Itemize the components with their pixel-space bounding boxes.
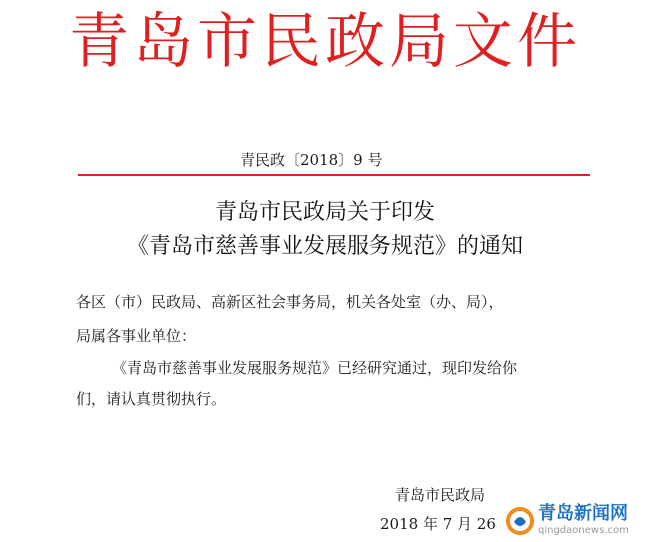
- document-number: 青民政〔2018〕9 号: [240, 151, 383, 169]
- watermark-url: qingdaonews.com: [538, 525, 629, 536]
- red-divider-line: [78, 174, 590, 176]
- watermark-name: 青岛新闻网: [538, 503, 628, 524]
- signature-date: 2018 年 7 月 26: [380, 515, 496, 533]
- body-line: 《青岛市慈善事业发展服务规范》已经研究通过，现印发给你: [112, 359, 518, 377]
- watermark: [506, 503, 646, 539]
- document-header-title: 青岛市民政局文件: [69, 7, 581, 77]
- notice-title-line-1: 青岛市民政局关于印发: [214, 200, 435, 225]
- body-line: 们，请认真贯彻执行。: [76, 390, 227, 408]
- notice-title-line-2: 《青岛市慈善事业发展服务规范》的通知: [126, 234, 523, 259]
- body-line: 各区（市）民政局、高新区社会事务局，机关各处室（办、局），: [76, 293, 504, 311]
- signature-organization: 青岛市民政局: [395, 486, 486, 504]
- watermark-logo-icon: [506, 507, 534, 535]
- body-line: 局属各事业单位：: [76, 327, 197, 345]
